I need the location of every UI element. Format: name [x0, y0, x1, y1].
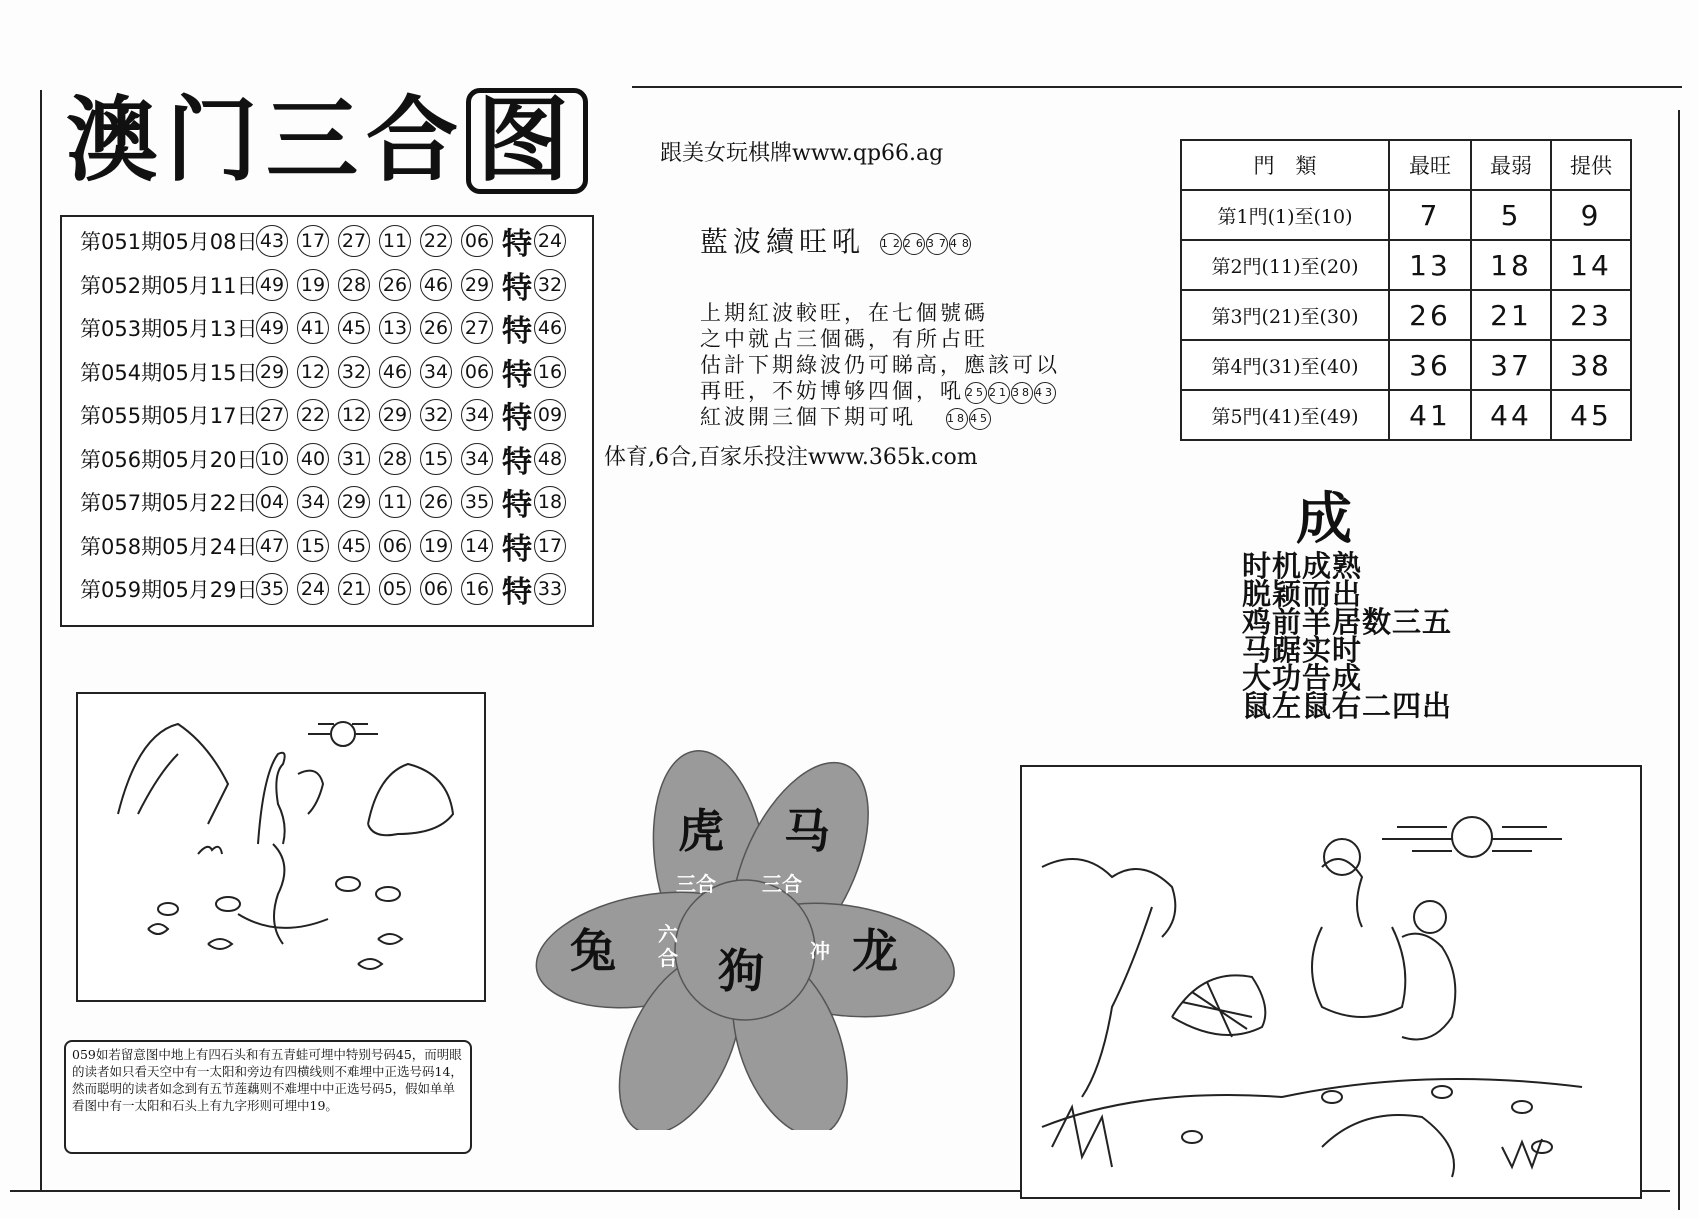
number-ball: 29	[256, 356, 288, 388]
gate-header: 提供	[1551, 140, 1631, 190]
special-marker: 特	[502, 531, 532, 567]
number-ball: 05	[379, 573, 411, 605]
gate-header: 最旺	[1389, 140, 1471, 190]
draw-label: 第052期05月11日	[80, 273, 258, 298]
number-ball: 35	[461, 486, 493, 518]
draw-row	[80, 439, 575, 479]
number-ball: 11	[379, 486, 411, 518]
flower-tiger: 虎	[678, 804, 724, 858]
draw-row	[80, 352, 575, 392]
gate-value: 26	[1389, 290, 1471, 340]
number-ball: 06	[420, 573, 452, 605]
poem-line: 鼠左鼠右二四出	[1242, 689, 1453, 723]
special-marker: 特	[502, 357, 532, 393]
draw-label: 第059期05月29日	[80, 578, 258, 602]
flower-horse: 马	[784, 804, 830, 858]
gate-value: 7	[1389, 190, 1471, 240]
draw-row	[80, 482, 575, 522]
special-number-ball: 32	[534, 269, 566, 301]
number-ball: 47	[256, 530, 288, 562]
wave-heading	[700, 220, 974, 260]
number-ball: 49	[256, 269, 288, 301]
gate-value: 37	[1471, 340, 1551, 390]
mini-number-ball: 38	[1011, 382, 1033, 404]
crane-frog-illustration	[76, 692, 486, 1002]
draw-history-panel	[60, 215, 594, 627]
gate-header: 門 類	[1181, 140, 1389, 190]
special-number-ball: 16	[534, 356, 566, 388]
special-marker: 特	[502, 227, 532, 262]
wave-line-text: 再旺，不妨博够四個，吼	[700, 379, 964, 403]
poem-line: 时机成熟	[1242, 549, 1363, 583]
ad-bottom: 体育,6合,百家乐投注www.365k.com	[604, 445, 978, 470]
number-ball: 06	[461, 356, 493, 388]
number-ball: 12	[297, 356, 329, 388]
number-ball: 21	[338, 573, 370, 605]
wave-heading-numbers	[879, 225, 974, 258]
number-ball: 27	[461, 312, 493, 344]
gate-value: 21	[1471, 290, 1551, 340]
frame-top-line	[632, 86, 1682, 88]
number-ball: 29	[338, 486, 370, 518]
gate-table	[1180, 139, 1632, 441]
number-ball: 26	[420, 486, 452, 518]
wave-heading-text: 藍波續旺吼	[700, 225, 866, 258]
title-text: 澳门三合	[66, 87, 467, 194]
wave-line	[700, 404, 1060, 430]
number-ball: 34	[297, 486, 329, 518]
draw-label: 第057期05月22日	[80, 491, 258, 515]
special-number-ball: 17	[534, 530, 566, 562]
gate-label: 第2門(11)至(20)	[1181, 240, 1389, 290]
number-ball: 19	[297, 269, 329, 301]
number-ball: 34	[461, 399, 493, 431]
number-ball: 43	[256, 225, 288, 257]
poem-line: 鸡前羊居数三五	[1242, 605, 1453, 639]
flower-dragon: 龙	[852, 924, 898, 978]
number-ball: 06	[379, 530, 411, 562]
special-marker: 特	[502, 488, 532, 523]
special-marker: 特	[502, 270, 532, 306]
number-ball: 34	[420, 356, 452, 388]
gate-row	[1181, 390, 1631, 440]
frame-left-line	[40, 90, 42, 1190]
special-marker: 特	[502, 444, 532, 480]
number-ball: 45	[338, 530, 370, 562]
number-ball: 35	[256, 573, 288, 605]
gate-table-header	[1181, 140, 1631, 190]
wave-line-text: 紅波開三個下期可吼	[700, 405, 916, 429]
mini-number-ball: 45	[969, 408, 991, 430]
special-marker: 特	[502, 575, 532, 610]
gate-value: 14	[1551, 240, 1631, 290]
number-ball: 06	[461, 225, 493, 257]
draw-row	[80, 265, 575, 305]
draw-row	[80, 395, 575, 435]
special-number-ball: 46	[534, 312, 566, 344]
draw-label: 第051期05月08日	[80, 230, 258, 254]
number-ball: 45	[338, 312, 370, 344]
number-ball: 26	[379, 269, 411, 301]
poem	[1242, 487, 1453, 723]
mini-number-ball: 25	[965, 382, 987, 404]
gate-row	[1181, 240, 1631, 290]
number-ball: 49	[256, 312, 288, 344]
gate-label: 第4門(31)至(40)	[1181, 340, 1389, 390]
number-ball: 11	[379, 225, 411, 257]
draw-row	[80, 308, 575, 348]
special-number-ball: 18	[534, 486, 566, 518]
gate-value: 18	[1471, 240, 1551, 290]
gate-value: 23	[1551, 290, 1631, 340]
gate-value: 41	[1389, 390, 1471, 440]
mini-number-ball: 48	[949, 233, 971, 255]
zodiac-flower	[530, 750, 970, 1130]
wave-line: 估計下期綠波仍可睇高，應該可以	[700, 353, 1060, 377]
wave-line5-numbers	[945, 405, 991, 429]
number-ball: 46	[420, 269, 452, 301]
number-ball: 10	[256, 443, 288, 475]
mini-number-ball: 12	[880, 233, 902, 255]
number-ball: 46	[379, 356, 411, 388]
number-ball: 14	[461, 530, 493, 562]
number-ball: 26	[420, 312, 452, 344]
draw-label: 第054期05月15日	[80, 360, 258, 385]
number-ball: 24	[297, 573, 329, 605]
special-marker: 特	[502, 314, 532, 349]
number-ball: 19	[420, 530, 452, 562]
mini-number-ball: 43	[1034, 382, 1056, 404]
gate-value: 36	[1389, 340, 1471, 390]
mini-number-ball: 26	[903, 233, 925, 255]
number-ball: 27	[256, 399, 288, 431]
draw-label: 第056期05月20日	[80, 447, 258, 472]
gate-label: 第5門(41)至(49)	[1181, 390, 1389, 440]
mini-number-ball: 37	[926, 233, 948, 255]
gate-row	[1181, 190, 1631, 240]
number-ball: 29	[379, 399, 411, 431]
number-ball: 32	[338, 356, 370, 388]
special-marker: 特	[502, 401, 532, 436]
number-ball: 40	[297, 443, 329, 475]
flower-dog: 狗	[718, 944, 764, 998]
number-ball: 32	[420, 399, 452, 431]
wave-line4-numbers	[964, 379, 1056, 403]
number-ball: 29	[461, 269, 493, 301]
gate-label: 第3門(21)至(30)	[1181, 290, 1389, 340]
flower-sanhe-right: 三合	[762, 872, 802, 896]
number-ball: 34	[461, 443, 493, 475]
poem-line: 大功告成	[1242, 661, 1363, 695]
mini-number-ball: 21	[988, 382, 1010, 404]
mother-child-drawing	[1022, 767, 1640, 1197]
title-boxed-char: 图	[466, 88, 588, 194]
number-ball: 22	[420, 225, 452, 257]
number-ball: 28	[379, 443, 411, 475]
gate-value: 38	[1551, 340, 1631, 390]
wave-line: 之中就占三個碼，有所占旺	[700, 327, 988, 351]
mini-number-ball: 18	[946, 408, 968, 430]
number-ball: 12	[338, 399, 370, 431]
number-ball: 28	[338, 269, 370, 301]
ad-top: 跟美女玩棋牌www.qp66.ag	[660, 141, 944, 166]
number-ball: 16	[461, 573, 493, 605]
wave-line	[700, 378, 1060, 404]
gate-row	[1181, 290, 1631, 340]
draw-label: 第053期05月13日	[80, 317, 258, 341]
draw-row	[80, 526, 575, 566]
number-ball: 15	[297, 530, 329, 562]
number-ball: 22	[297, 399, 329, 431]
number-ball: 27	[338, 225, 370, 257]
gate-header: 最弱	[1471, 140, 1551, 190]
poem-line: 脱颖而出	[1242, 577, 1363, 611]
draw-row	[80, 569, 575, 609]
gate-value: 9	[1551, 190, 1631, 240]
riddle-note: 059如若留意图中地上有四石头和有五青蛙可埋中特别号码45，而明眼的读者如只看天空中有一太阳和旁边有四横线则不难埋中正选号码14，然而聪明的读者如念到有五节莲藕则不难埋中中正选号码5，假如单单看图中有一太阳和石头上有九字形则可埋中19。	[64, 1040, 472, 1154]
number-ball: 31	[338, 443, 370, 475]
special-number-ball: 09	[534, 399, 566, 431]
frame-right-line	[1678, 110, 1680, 1210]
gate-value: 13	[1389, 240, 1471, 290]
number-ball: 41	[297, 312, 329, 344]
gate-value: 44	[1471, 390, 1551, 440]
flower-sanhe-left: 三合	[676, 872, 716, 896]
gate-value: 5	[1471, 190, 1551, 240]
draw-label: 第058期05月24日	[80, 534, 258, 559]
poem-head: 成	[1296, 487, 1352, 552]
flower-liuhe: 六合	[658, 922, 678, 970]
special-number-ball: 33	[534, 573, 566, 605]
gate-value: 45	[1551, 390, 1631, 440]
wave-line: 上期紅波較旺，在七個號碼	[700, 301, 988, 325]
draw-row	[80, 221, 575, 261]
number-ball: 04	[256, 486, 288, 518]
number-ball: 15	[420, 443, 452, 475]
mother-child-illustration	[1020, 765, 1642, 1199]
page-title	[66, 88, 588, 194]
special-number-ball: 24	[534, 225, 566, 257]
draw-label: 第055期05月17日	[80, 404, 258, 428]
number-ball: 13	[379, 312, 411, 344]
flower-rabbit: 兔	[570, 924, 616, 978]
special-number-ball: 48	[534, 443, 566, 475]
gate-label: 第1門(1)至(10)	[1181, 190, 1389, 240]
flower-chong: 冲	[810, 939, 830, 963]
poem-line: 马踞实时	[1242, 633, 1363, 667]
crane-frog-drawing	[78, 694, 484, 1000]
gate-row	[1181, 340, 1631, 390]
wave-notes	[700, 300, 1060, 430]
number-ball: 17	[297, 225, 329, 257]
